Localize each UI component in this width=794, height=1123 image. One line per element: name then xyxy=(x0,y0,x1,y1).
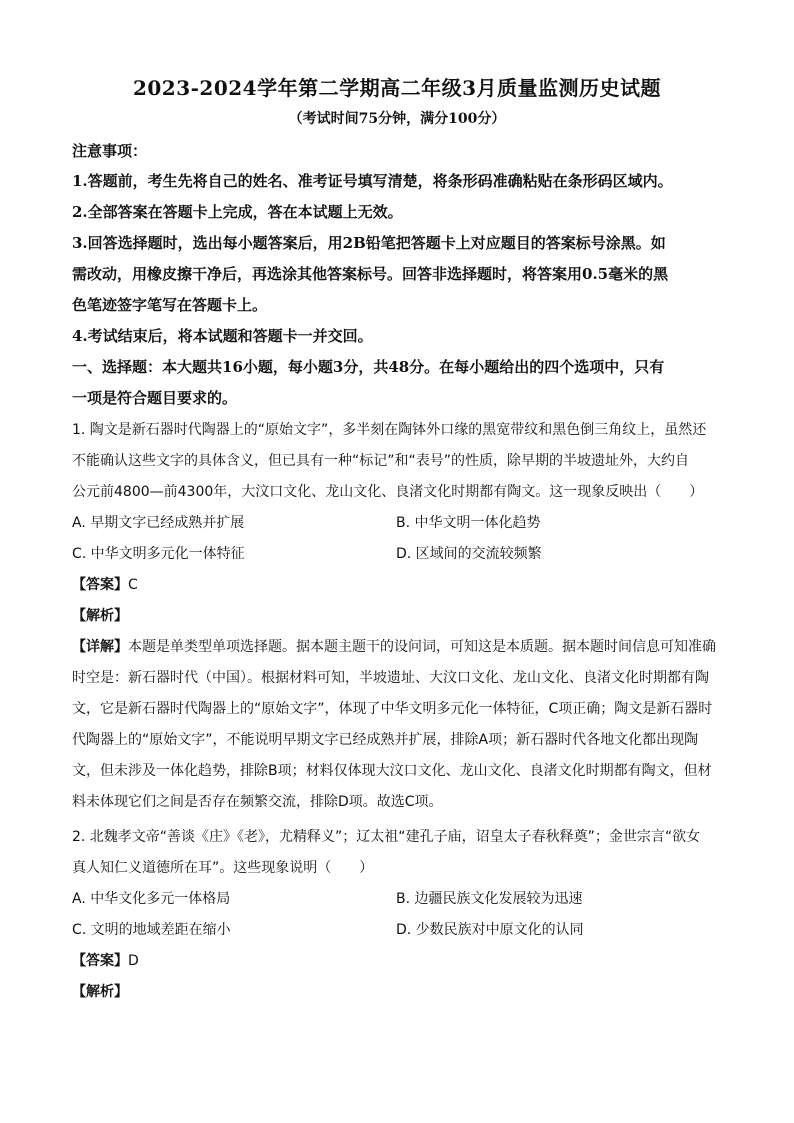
question-2-answer: D xyxy=(128,953,139,969)
section-heading: 一、选择题：本大题共16小题，每小题3分，共48分。在每小题给出的四个选项中，只有 xyxy=(72,358,665,376)
notice-item: 1.答题前，考生先将自己的姓名、准考证号填写清楚，将条形码准确粘贴在条形码区域内。 xyxy=(72,172,673,190)
question-2-analysis-line xyxy=(72,977,128,1008)
question-2-stem: 2. 北魏孝文帝“善谈《庄》《老》，尤精释义”；辽太祖“建孔子庙，诏皇太子春秋释奠”；金世宗言“欲女 xyxy=(72,829,701,845)
question-1-option-b: B. 中华文明一体化趋势 xyxy=(396,515,541,531)
notice-item: 色笔迹签字笔写在答题卡上。 xyxy=(72,296,268,314)
question-1-detail: 代陶器上的“原始文字”，不能说明早期文字已经成熟并扩展，排除A项；新石器时代各地文化都出现陶 xyxy=(72,732,699,748)
question-2-stem: 真人知仁义道德所在耳”。这些现象说明（ ） xyxy=(72,860,374,876)
notice-item: 需改动，用橡皮擦干净后，再选涂其他答案标号。回答非选择题时，将答案用0.5毫米的黑 xyxy=(72,265,669,283)
page-title: 2023-2024学年第二学期高二年级3月质量监测历史试题 xyxy=(132,76,662,100)
question-1-stem: 不能确认这些文字的具体含义，但已具有一种“标记”和“表号”的性质，除早期的半坡遗址外，大约自 xyxy=(72,453,690,469)
question-2-option-a: A. 中华文化多元一体格局 xyxy=(72,891,231,907)
notice-item: 2.全部答案在答题卡上完成，答在本试题上无效。 xyxy=(72,203,403,221)
question-1-option-c: C. 中华文明多元化一体特征 xyxy=(72,546,245,562)
answer-tag: 【答案】 xyxy=(72,577,128,593)
question-1-option-a: A. 早期文字已经成熟并扩展 xyxy=(72,515,245,531)
answer-tag: 【答案】 xyxy=(72,953,128,969)
question-1-option-d: D. 区域间的交流较频繁 xyxy=(396,546,542,562)
question-2-option-c: C. 文明的地域差距在缩小 xyxy=(72,922,231,938)
exam-duration: （考试时间75分钟，满分100分） xyxy=(288,111,506,127)
question-1-detail: 料未体现它们之间是否存在频繁交流，排除D项。故选C项。 xyxy=(72,794,443,810)
notice-heading: 注意事项： xyxy=(72,142,148,160)
question-2-option-b: B. 边疆民族文化发展较为迅速 xyxy=(396,891,583,907)
analysis-tag: 【解析】 xyxy=(72,608,128,624)
question-1-analysis-line xyxy=(72,601,128,632)
question-1-answer: C xyxy=(128,577,138,593)
detail-text: 本题是单类型单项选择题。据本题主题干的设问词，可知这是本质题。据本题时间信息可知准确 xyxy=(128,639,716,655)
question-1-detail xyxy=(72,632,722,663)
question-1-stem: 公元前4800—前4300年，大汶口文化、龙山文化、良渚文化时期都有陶文。这一现象反映出（ ） xyxy=(72,484,704,500)
analysis-tag: 【解析】 xyxy=(72,984,128,1000)
question-1-stem: 1. 陶文是新石器时代陶器上的“原始文字”，多半刻在陶钵外口缘的黑宽带纹和黑色倒三角纹上，虽然还 xyxy=(72,422,707,438)
question-1-detail: 时空是：新石器时代（中国）。根据材料可知，半坡遗址、大汶口文化、龙山文化、良渚文化时期都有陶 xyxy=(72,670,709,686)
question-1-answer-line xyxy=(72,570,138,601)
question-1-detail: 文，它是新石器时代陶器上的“原始文字”，体现了中华文明多元化一体特征，C项正确；陶文是新石器时 xyxy=(72,701,713,717)
detail-tag: 【详解】 xyxy=(72,639,128,655)
section-heading-cont: 一项是符合题目要求的。 xyxy=(72,389,238,407)
notice-item: 4.考试结束后，将本试题和答题卡一并交回。 xyxy=(72,327,373,345)
question-1-detail: 文，但未涉及一体化趋势，排除B项；材料仅体现大汶口文化、龙山文化、良渚文化时期都有陶文，但材 xyxy=(72,763,712,779)
question-2-option-d: D. 少数民族对中原文化的认同 xyxy=(396,922,584,938)
question-2-answer-line xyxy=(72,946,139,977)
notice-item: 3.回答选择题时，选出每小题答案后，用2B铅笔把答题卡上对应题目的答案标号涂黑。如 xyxy=(72,234,666,252)
